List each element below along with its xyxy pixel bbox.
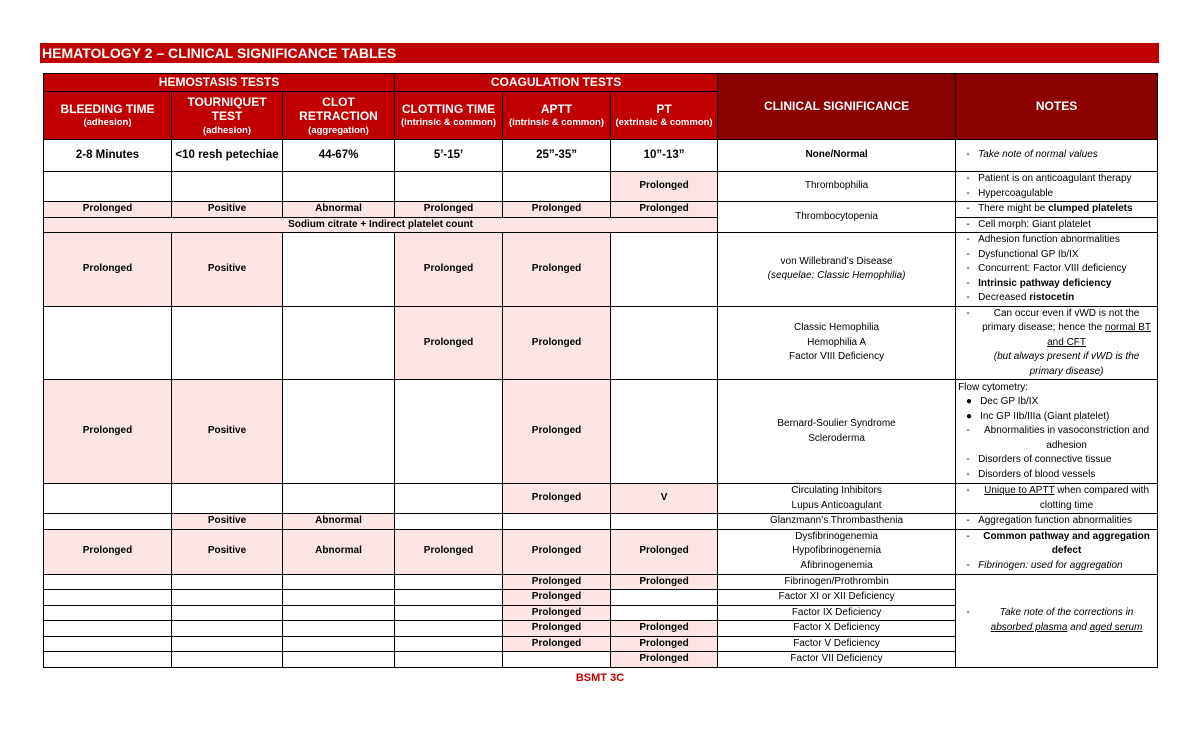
table-row-vwd xyxy=(44,233,1158,307)
table-row-bernard-soulier xyxy=(44,380,1158,484)
clinical-significance-header: CLINICAL SIGNIFICANCE xyxy=(718,74,956,140)
cell-cs: Factor X Deficiency xyxy=(718,621,956,637)
cell-aptt: Prolonged xyxy=(503,574,611,590)
cell-notes: - Patient is on anticoagulant therapy - Hypercoagulable xyxy=(956,172,1158,202)
table-row-inhibitors xyxy=(44,484,1158,514)
cell-pt: 10”-13” xyxy=(611,140,718,172)
header-group-row xyxy=(44,74,1158,92)
cell-pt: Prolonged xyxy=(611,172,718,202)
cell-pt: V xyxy=(611,484,718,514)
cell-cs: Classic Hemophilia Hemophilia A Factor VIII Deficiency xyxy=(718,306,956,380)
cell-pt: Prolonged xyxy=(611,202,718,218)
cell-tt: Positive xyxy=(172,529,283,574)
cell-notes: - Cell morph: Giant platelet xyxy=(956,217,1158,233)
cell-aptt: Prolonged xyxy=(503,233,611,307)
cell-cs: Fibrinogen/Prothrombin xyxy=(718,574,956,590)
cell-notes: - Can occur even if vWD is not the primary disease; hence the normal BT and CFT (but always present if vWD is the primary disease) xyxy=(956,306,1158,380)
cell-notes: - Take note of the corrections in absorbed plasma and aged serum xyxy=(956,574,1158,667)
table-row-hemophilia xyxy=(44,306,1158,380)
cell-bt: Prolonged xyxy=(44,233,172,307)
cell-bt: 2-8 Minutes xyxy=(44,140,172,172)
sodium-citrate-note: Sodium citrate + Indirect platelet count xyxy=(44,217,718,233)
cell-cs: Factor VII Deficiency xyxy=(718,652,956,668)
table-row-factor xyxy=(44,574,1158,590)
cell-notes: - Unique to APTT when compared with clotting time xyxy=(956,484,1158,514)
pt-header: PT (extrinsic & common) xyxy=(611,92,718,140)
cell-tt: Positive xyxy=(172,202,283,218)
cell-pt: Prolonged xyxy=(611,574,718,590)
cell-pt: Prolonged xyxy=(611,621,718,637)
notes-header: NOTES xyxy=(956,74,1158,140)
cell-cs: von Willebrand’s Disease (sequelae: Classic Hemophilia) xyxy=(718,233,956,307)
cell-cs: Thrombocytopenia xyxy=(718,202,956,233)
table-row-dysfibrinogenemia xyxy=(44,529,1158,574)
cell-aptt: Prolonged xyxy=(503,484,611,514)
cell-cs: Factor IX Deficiency xyxy=(718,605,956,621)
cell-ct: Prolonged xyxy=(395,306,503,380)
cell-notes: - Adhesion function abnormalities - Dysfunctional GP Ib/IX - Concurrent: Factor VIII deficiency - Intrinsic pathway deficiency - Decreased ristocetin xyxy=(956,233,1158,307)
cell-cs: Thrombophilia xyxy=(718,172,956,202)
table-row-glanzmann xyxy=(44,514,1158,530)
cell-aptt: 25”-35” xyxy=(503,140,611,172)
cell-notes: - Common pathway and aggregation defect - Fibrinogen: used for aggregation xyxy=(956,529,1158,574)
cell-pt: Prolonged xyxy=(611,652,718,668)
cell-aptt: Prolonged xyxy=(503,621,611,637)
aptt-header: APTT (intrinsic & common) xyxy=(503,92,611,140)
table-row-thrombophilia xyxy=(44,172,1158,202)
cell-cs: Factor XI or XII Deficiency xyxy=(718,590,956,606)
coagulation-tests-header: COAGULATION TESTS xyxy=(395,74,718,92)
cell-tt: Positive xyxy=(172,233,283,307)
cell-tt: Positive xyxy=(172,514,283,530)
cell-bt: Prolonged xyxy=(44,202,172,218)
cell-cs: None/Normal xyxy=(718,140,956,172)
cell-ct: 5’-15’ xyxy=(395,140,503,172)
cell-aptt: Prolonged xyxy=(503,202,611,218)
cell-ct: Prolonged xyxy=(395,202,503,218)
page-title: HEMATOLOGY 2 – CLINICAL SIGNIFICANCE TABLES xyxy=(40,43,1159,63)
table-row-thrombocytopenia xyxy=(44,202,1158,218)
cell-cs: Dysfibrinogenemia Hypofibrinogenemia Afibrinogenemia xyxy=(718,529,956,574)
cell-notes: Flow cytometry: ● Dec GP Ib/IX ● Inc GP IIb/IIIa (Giant platelet) - Abnormalities in vasoconstriction and adhesion - Disorders of connective tissue - Disorders of blood vessels xyxy=(956,380,1158,484)
cell-tt: <10 resh petechiae xyxy=(172,140,283,172)
cell-notes: - Take note of normal values xyxy=(956,140,1158,172)
cell-tt: Positive xyxy=(172,380,283,484)
cell-bt: Prolonged xyxy=(44,529,172,574)
clot-retraction-header: CLOT RETRACTION (aggregation) xyxy=(283,92,395,140)
cell-aptt: Prolonged xyxy=(503,636,611,652)
cell-ct: Prolonged xyxy=(395,233,503,307)
table-row-normal xyxy=(44,140,1158,172)
cell-cr: Abnormal xyxy=(283,529,395,574)
footer-label: BSMT 3C xyxy=(575,672,625,684)
cell-cr: Abnormal xyxy=(283,202,395,218)
cell-ct: Prolonged xyxy=(395,529,503,574)
bleeding-time-header: BLEEDING TIME (adhesion) xyxy=(44,92,172,140)
tourniquet-test-header: TOURNIQUET TEST (adhesion) xyxy=(172,92,283,140)
cell-aptt: Prolonged xyxy=(503,529,611,574)
cell-cs: Glanzmann’s Thrombasthenia xyxy=(718,514,956,530)
cell-aptt: Prolonged xyxy=(503,605,611,621)
cell-cs: Bernard-Soulier Syndrome Scleroderma xyxy=(718,380,956,484)
table-row-thrombocytopenia-span xyxy=(44,217,1158,233)
cell-aptt: Prolonged xyxy=(503,306,611,380)
cell-cs: Circulating Inhibitors Lupus Anticoagulant xyxy=(718,484,956,514)
cell-bt: Prolonged xyxy=(44,380,172,484)
cell-cs: Factor V Deficiency xyxy=(718,636,956,652)
clotting-time-header: CLOTTING TIME (intrinsic & common) xyxy=(395,92,503,140)
cell-pt: Prolonged xyxy=(611,529,718,574)
cell-notes: - There might be clumped platelets xyxy=(956,202,1158,218)
clinical-significance-table xyxy=(43,73,1158,668)
cell-aptt: Prolonged xyxy=(503,380,611,484)
cell-aptt: Prolonged xyxy=(503,590,611,606)
cell-pt: Prolonged xyxy=(611,636,718,652)
cell-cr: Abnormal xyxy=(283,514,395,530)
hemostasis-tests-header: HEMOSTASIS TESTS xyxy=(44,74,395,92)
cell-cr: 44-67% xyxy=(283,140,395,172)
cell-notes: - Aggregation function abnormalities xyxy=(956,514,1158,530)
